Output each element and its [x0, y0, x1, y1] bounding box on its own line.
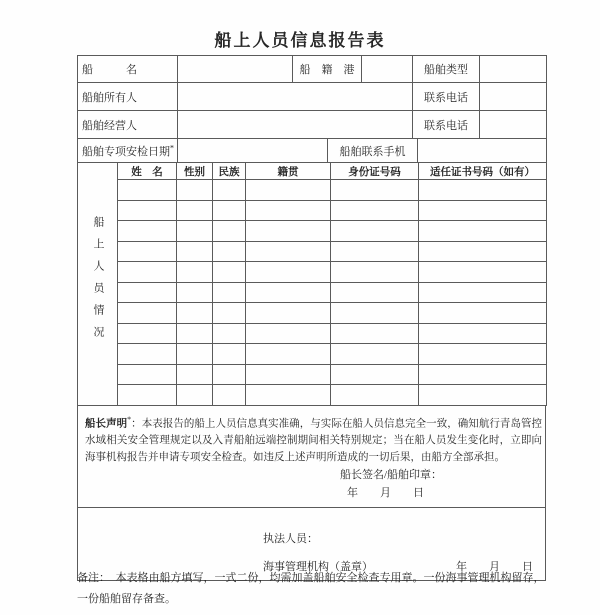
personnel-cell-blank — [331, 180, 419, 201]
personnel-cell-blank — [246, 344, 331, 365]
personnel-cell-blank — [177, 344, 213, 365]
personnel-row — [78, 221, 547, 242]
personnel-cell-blank — [419, 221, 547, 242]
personnel-cell-blank — [419, 385, 547, 406]
personnel-cell-blank — [177, 200, 213, 221]
personnel-cell-blank — [246, 241, 331, 262]
personnel-cell-blank — [118, 344, 177, 365]
agency-date-line: 年 月 日 — [456, 560, 533, 573]
personnel-cell-blank — [331, 262, 419, 283]
personnel-row — [78, 303, 547, 324]
personnel-cell-blank — [177, 282, 213, 303]
inspection-date-row — [78, 139, 547, 163]
personnel-cell-blank — [246, 323, 331, 344]
captain-date-line: 年 月 日 — [347, 487, 424, 499]
personnel-cell-blank — [213, 282, 246, 303]
declaration-text — [85, 411, 542, 467]
personnel-header-row — [78, 163, 547, 180]
declaration-table — [77, 405, 546, 508]
personnel-cell-blank — [118, 241, 177, 262]
ship-type-value-cell — [480, 56, 547, 83]
personnel-cell-blank — [419, 364, 547, 385]
personnel-cell-blank — [419, 262, 547, 283]
personnel-cell-blank — [246, 262, 331, 283]
col-header-ethnicity: 民族 — [213, 163, 246, 180]
personnel-cell-blank — [213, 364, 246, 385]
personnel-rows — [78, 163, 547, 406]
personnel-cell-blank — [331, 303, 419, 324]
ship-mobile-label: 船舶联系手机 — [328, 139, 418, 163]
col-header-name: 姓 名 — [118, 163, 177, 180]
form-title: 船上人员信息报告表 — [214, 31, 386, 50]
enforcement-officer-label: 执法人员： — [263, 532, 318, 545]
personnel-row — [78, 323, 547, 344]
personnel-cell-blank — [118, 323, 177, 344]
ship-owner-label: 船舶所有人 — [78, 83, 178, 111]
personnel-cell-blank — [118, 364, 177, 385]
personnel-cell-blank — [419, 344, 547, 365]
personnel-table — [77, 162, 547, 406]
personnel-cell-blank — [213, 303, 246, 324]
declaration-cell — [78, 405, 546, 507]
personnel-cell-blank — [177, 180, 213, 201]
personnel-cell-blank — [331, 282, 419, 303]
inspection-row-table — [77, 138, 547, 163]
personnel-cell-blank — [331, 385, 419, 406]
form-table — [77, 55, 546, 581]
col-header-native-place: 籍贯 — [246, 163, 331, 180]
personnel-cell-blank — [213, 323, 246, 344]
personnel-section-label: 船上人员情况 — [92, 216, 104, 349]
personnel-row — [78, 200, 547, 221]
personnel-cell-blank — [331, 200, 419, 221]
personnel-row — [78, 180, 547, 201]
personnel-cell-blank — [118, 385, 177, 406]
personnel-cell-blank — [213, 180, 246, 201]
ship-owner-row — [78, 83, 547, 111]
personnel-cell-blank — [118, 282, 177, 303]
personnel-cell-blank — [246, 303, 331, 324]
personnel-row — [78, 344, 547, 365]
personnel-cell-blank — [118, 303, 177, 324]
personnel-cell-blank — [246, 221, 331, 242]
owner-phone-label: 联系电话 — [413, 83, 480, 111]
declaration-asterisk: * — [127, 414, 132, 424]
inspection-date-label: 船舶专项安检日期* — [78, 139, 178, 163]
registry-port-value-cell — [362, 56, 413, 83]
ship-operator-label: 船舶经营人 — [78, 111, 178, 139]
personnel-cell-blank — [331, 323, 419, 344]
declaration-body: 本表报告的船上人员信息真实准确，与实际在船人员信息完全一致，确知航行青岛管控水域相关安全管理规定以及入青船舶远端控制期间相关特别规定；当在船人员发生变化时，立即向海事机构报告并申请专项安全检查。如违反上述声明所造成的一切后果，由船方全部承担。 — [85, 418, 543, 463]
personnel-cell-blank — [177, 364, 213, 385]
ship-type-label: 船舶类型 — [413, 56, 480, 83]
footnote — [77, 568, 557, 610]
personnel-cell-blank — [118, 221, 177, 242]
personnel-cell-blank — [246, 200, 331, 221]
inspection-date-value-cell — [178, 139, 328, 163]
ship-owner-value-cell — [178, 83, 413, 111]
personnel-cell-blank — [177, 241, 213, 262]
registry-port-label: 船 籍 港 — [293, 56, 362, 83]
personnel-cell-blank — [419, 323, 547, 344]
personnel-cell-blank — [419, 241, 547, 262]
personnel-cell-blank — [419, 303, 547, 324]
ship-operator-row — [78, 111, 547, 139]
personnel-cell-blank — [177, 262, 213, 283]
personnel-row — [78, 241, 547, 262]
col-header-id-number: 身份证号码 — [331, 163, 419, 180]
personnel-section-label-cell — [78, 163, 118, 406]
personnel-row — [78, 282, 547, 303]
personnel-cell-blank — [213, 344, 246, 365]
personnel-cell-blank — [331, 221, 419, 242]
personnel-cell-blank — [177, 385, 213, 406]
personnel-cell-blank — [213, 241, 246, 262]
personnel-row — [78, 262, 547, 283]
personnel-cell-blank — [246, 385, 331, 406]
personnel-cell-blank — [213, 200, 246, 221]
personnel-cell-blank — [177, 221, 213, 242]
personnel-cell-blank — [331, 241, 419, 262]
personnel-cell-blank — [213, 262, 246, 283]
maritime-agency-label: 海事管理机构（盖章） — [263, 560, 373, 573]
ship-mobile-value-cell — [418, 139, 547, 163]
declaration-lead: 船长声明 — [85, 418, 128, 429]
footnote-line2: 一份船舶留存备查。 — [77, 593, 176, 605]
personnel-cell-blank — [419, 200, 547, 221]
inspection-date-asterisk: * — [170, 142, 174, 152]
owner-phone-value-cell — [480, 83, 547, 111]
personnel-cell-blank — [118, 200, 177, 221]
ship-name-value-cell — [178, 56, 293, 83]
personnel-row — [78, 364, 547, 385]
personnel-cell-blank — [331, 364, 419, 385]
personnel-cell-blank — [213, 385, 246, 406]
ship-name-label: 船 名 — [78, 56, 178, 83]
operator-phone-value-cell — [480, 111, 547, 139]
personnel-cell-blank — [419, 282, 547, 303]
personnel-row — [78, 385, 547, 406]
col-header-certificate-number: 适任证书号码（如有） — [419, 163, 547, 180]
personnel-cell-blank — [118, 180, 177, 201]
personnel-cell-blank — [118, 262, 177, 283]
declaration-row — [78, 405, 546, 507]
ship-name-row — [78, 56, 547, 83]
declaration-colon: ： — [131, 418, 142, 429]
col-header-gender: 性别 — [177, 163, 213, 180]
personnel-cell-blank — [177, 323, 213, 344]
operator-phone-label: 联系电话 — [413, 111, 480, 139]
personnel-cell-blank — [331, 344, 419, 365]
personnel-cell-blank — [246, 282, 331, 303]
ship-operator-value-cell — [178, 111, 413, 139]
personnel-cell-blank — [213, 221, 246, 242]
ship-info-table — [77, 55, 547, 139]
personnel-cell-blank — [177, 303, 213, 324]
captain-signature-label: 船长签名/船舶印章： — [340, 469, 443, 481]
personnel-cell-blank — [246, 180, 331, 201]
footnote-line1: 备注： 本表格由船方填写，一式二份，均需加盖船舶安全检查专用章。一份海事管理机构留存， — [77, 572, 545, 584]
personnel-cell-blank — [246, 364, 331, 385]
personnel-cell-blank — [419, 180, 547, 201]
